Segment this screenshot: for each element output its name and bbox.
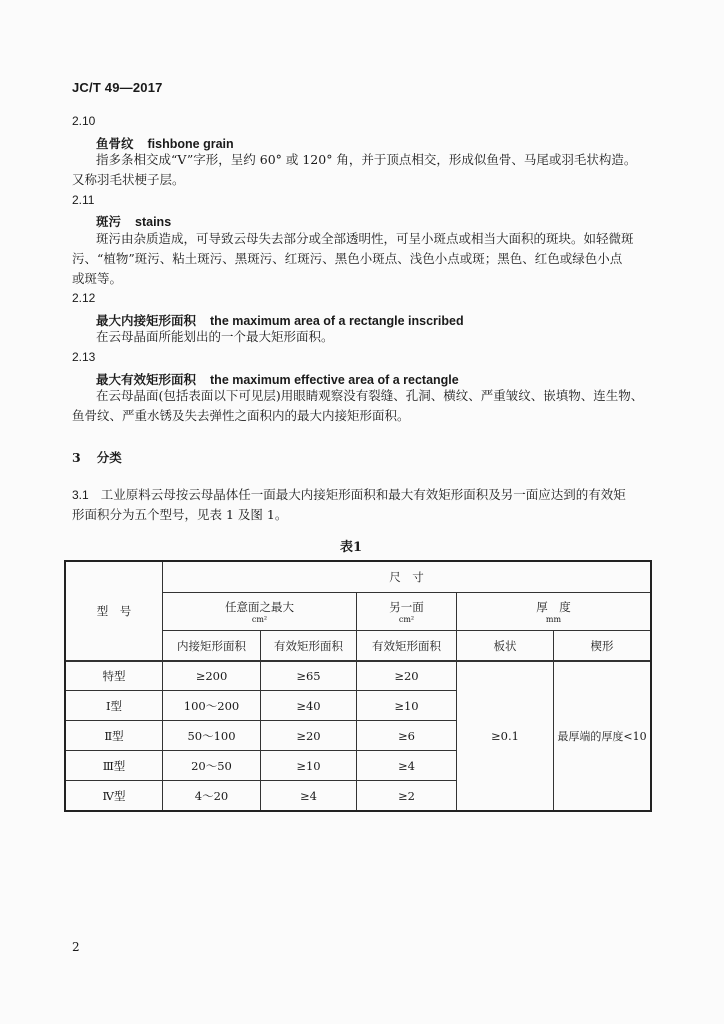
- cell-wedge-thickness: 最厚端的厚度<10: [557, 730, 647, 743]
- term-en: stains: [135, 215, 172, 229]
- section-paragraph: [72, 485, 662, 525]
- term-zh: 斑污: [96, 214, 122, 229]
- clause-number: 2.13: [72, 350, 96, 364]
- definition-line: 又称羽毛状梗子层。: [72, 172, 185, 187]
- term-en: the maximum area of a rectangle inscribed: [210, 314, 464, 328]
- header-thickness-label: 厚 度: [536, 600, 571, 614]
- clause-number: 3.1: [72, 488, 89, 502]
- header-other-face: [357, 593, 456, 630]
- header-wedge: 楔形: [590, 638, 614, 653]
- cell-effective: ≥20: [296, 728, 321, 743]
- definition-line: 污、“植物”斑污、粘土斑污、黑斑污、红斑污、黑色小斑点、浅色小点或斑；黑色、红色或绿色小点: [72, 251, 623, 266]
- cell-inscribed: 4～20: [194, 788, 229, 803]
- clause-number: 2.11: [72, 193, 95, 207]
- definition-line: 或斑等。: [72, 271, 123, 286]
- cell-inscribed: ≥200: [195, 669, 228, 683]
- cell-type: 特型: [102, 669, 126, 683]
- term-en: the maximum effective area of a rectangle: [210, 373, 459, 387]
- cell-other: ≥2: [398, 788, 415, 803]
- cell-effective: ≥4: [300, 788, 317, 803]
- cell-other: ≥4: [398, 758, 415, 773]
- header-any-face-label: 任意面之最大: [225, 600, 294, 614]
- cell-inscribed: 100～200: [183, 698, 240, 713]
- header-type: 型 号: [96, 604, 132, 618]
- header-thickness: [457, 593, 650, 630]
- header-other-face-label: 另一面: [389, 600, 424, 614]
- definition-line: 鱼骨纹、严重水锈及失去弹性之面积内的最大内接矩形面积。: [72, 408, 410, 423]
- clause-number: 2.12: [72, 291, 96, 305]
- cell-type: Ⅲ型: [102, 758, 126, 773]
- classification-table: [64, 560, 652, 812]
- definition-line: 指多条相交成“V”字形，呈约 60° 或 120° 角，并于顶点相交，形成似鱼骨、马尾或羽毛状构造。: [96, 152, 637, 167]
- cell-type: Ⅳ型: [102, 788, 126, 803]
- cell-inscribed: 20～50: [191, 758, 232, 773]
- unit-cm2: cm²: [251, 615, 268, 624]
- header-plate: 板状: [493, 638, 517, 653]
- standard-code: JC/T 49—2017: [72, 80, 163, 95]
- definition-line: 在云母晶面(包括表面以下可见层)用眼睛观察没有裂缝、孔洞、横纹、严重皱纹、嵌填物、连生物、: [96, 388, 644, 403]
- page-number: 2: [72, 940, 80, 954]
- header-any-face: [163, 593, 356, 630]
- term-zh: 最大有效矩形面积: [96, 372, 197, 387]
- table-caption: 表1: [340, 540, 363, 555]
- cell-type: Ⅰ型: [105, 698, 123, 713]
- term-zh: 最大内接矩形面积: [96, 313, 197, 328]
- definition: [72, 327, 662, 347]
- section-heading: [72, 448, 122, 466]
- definition-line: 斑污由杂质造成，可导致云母失去部分或全部透明性，可呈小斑点或相当大面积的斑块。如轻微斑: [96, 231, 634, 246]
- cell-effective: ≥40: [296, 698, 321, 713]
- header-effective: 有效矩形面积: [274, 638, 343, 653]
- paragraph-line: 形面积分为五个型号，见表 1 及图 1。: [72, 507, 288, 522]
- cell-other: ≥20: [394, 669, 419, 683]
- section-number: 3: [72, 450, 81, 465]
- cell-inscribed: 50～100: [187, 728, 236, 743]
- definition-line: 在云母晶面所能划出的一个最大矩形面积。: [96, 329, 334, 344]
- cell-plate-thickness: ≥0.1: [491, 729, 519, 743]
- definition: [72, 150, 662, 190]
- cell-effective: ≥10: [296, 758, 321, 773]
- definition: [72, 386, 662, 426]
- definition: [72, 229, 662, 289]
- paragraph-line: [72, 485, 662, 505]
- section-title: 分类: [96, 450, 122, 465]
- header-size: 尺 寸: [389, 570, 424, 584]
- header-inscribed: 内接矩形面积: [177, 638, 246, 653]
- cell-other: ≥10: [394, 698, 419, 713]
- cell-type: Ⅱ型: [104, 728, 124, 743]
- unit-cm2: cm²: [398, 615, 415, 624]
- term-title: [96, 212, 171, 230]
- unit-mm: mm: [545, 615, 562, 624]
- header-effective-other: 有效矩形面积: [372, 638, 441, 653]
- cell-other: ≥6: [398, 728, 415, 743]
- term-en: fishbone grain: [147, 137, 234, 151]
- term-zh: 鱼骨纹: [96, 136, 134, 151]
- cell-effective: ≥65: [296, 669, 321, 683]
- clause-number: 2.10: [72, 114, 96, 128]
- paragraph-text: 工业原料云母按云母晶体任一面最大内接矩形面积和最大有效矩形面积及另一面应达到的有效矩: [100, 487, 626, 502]
